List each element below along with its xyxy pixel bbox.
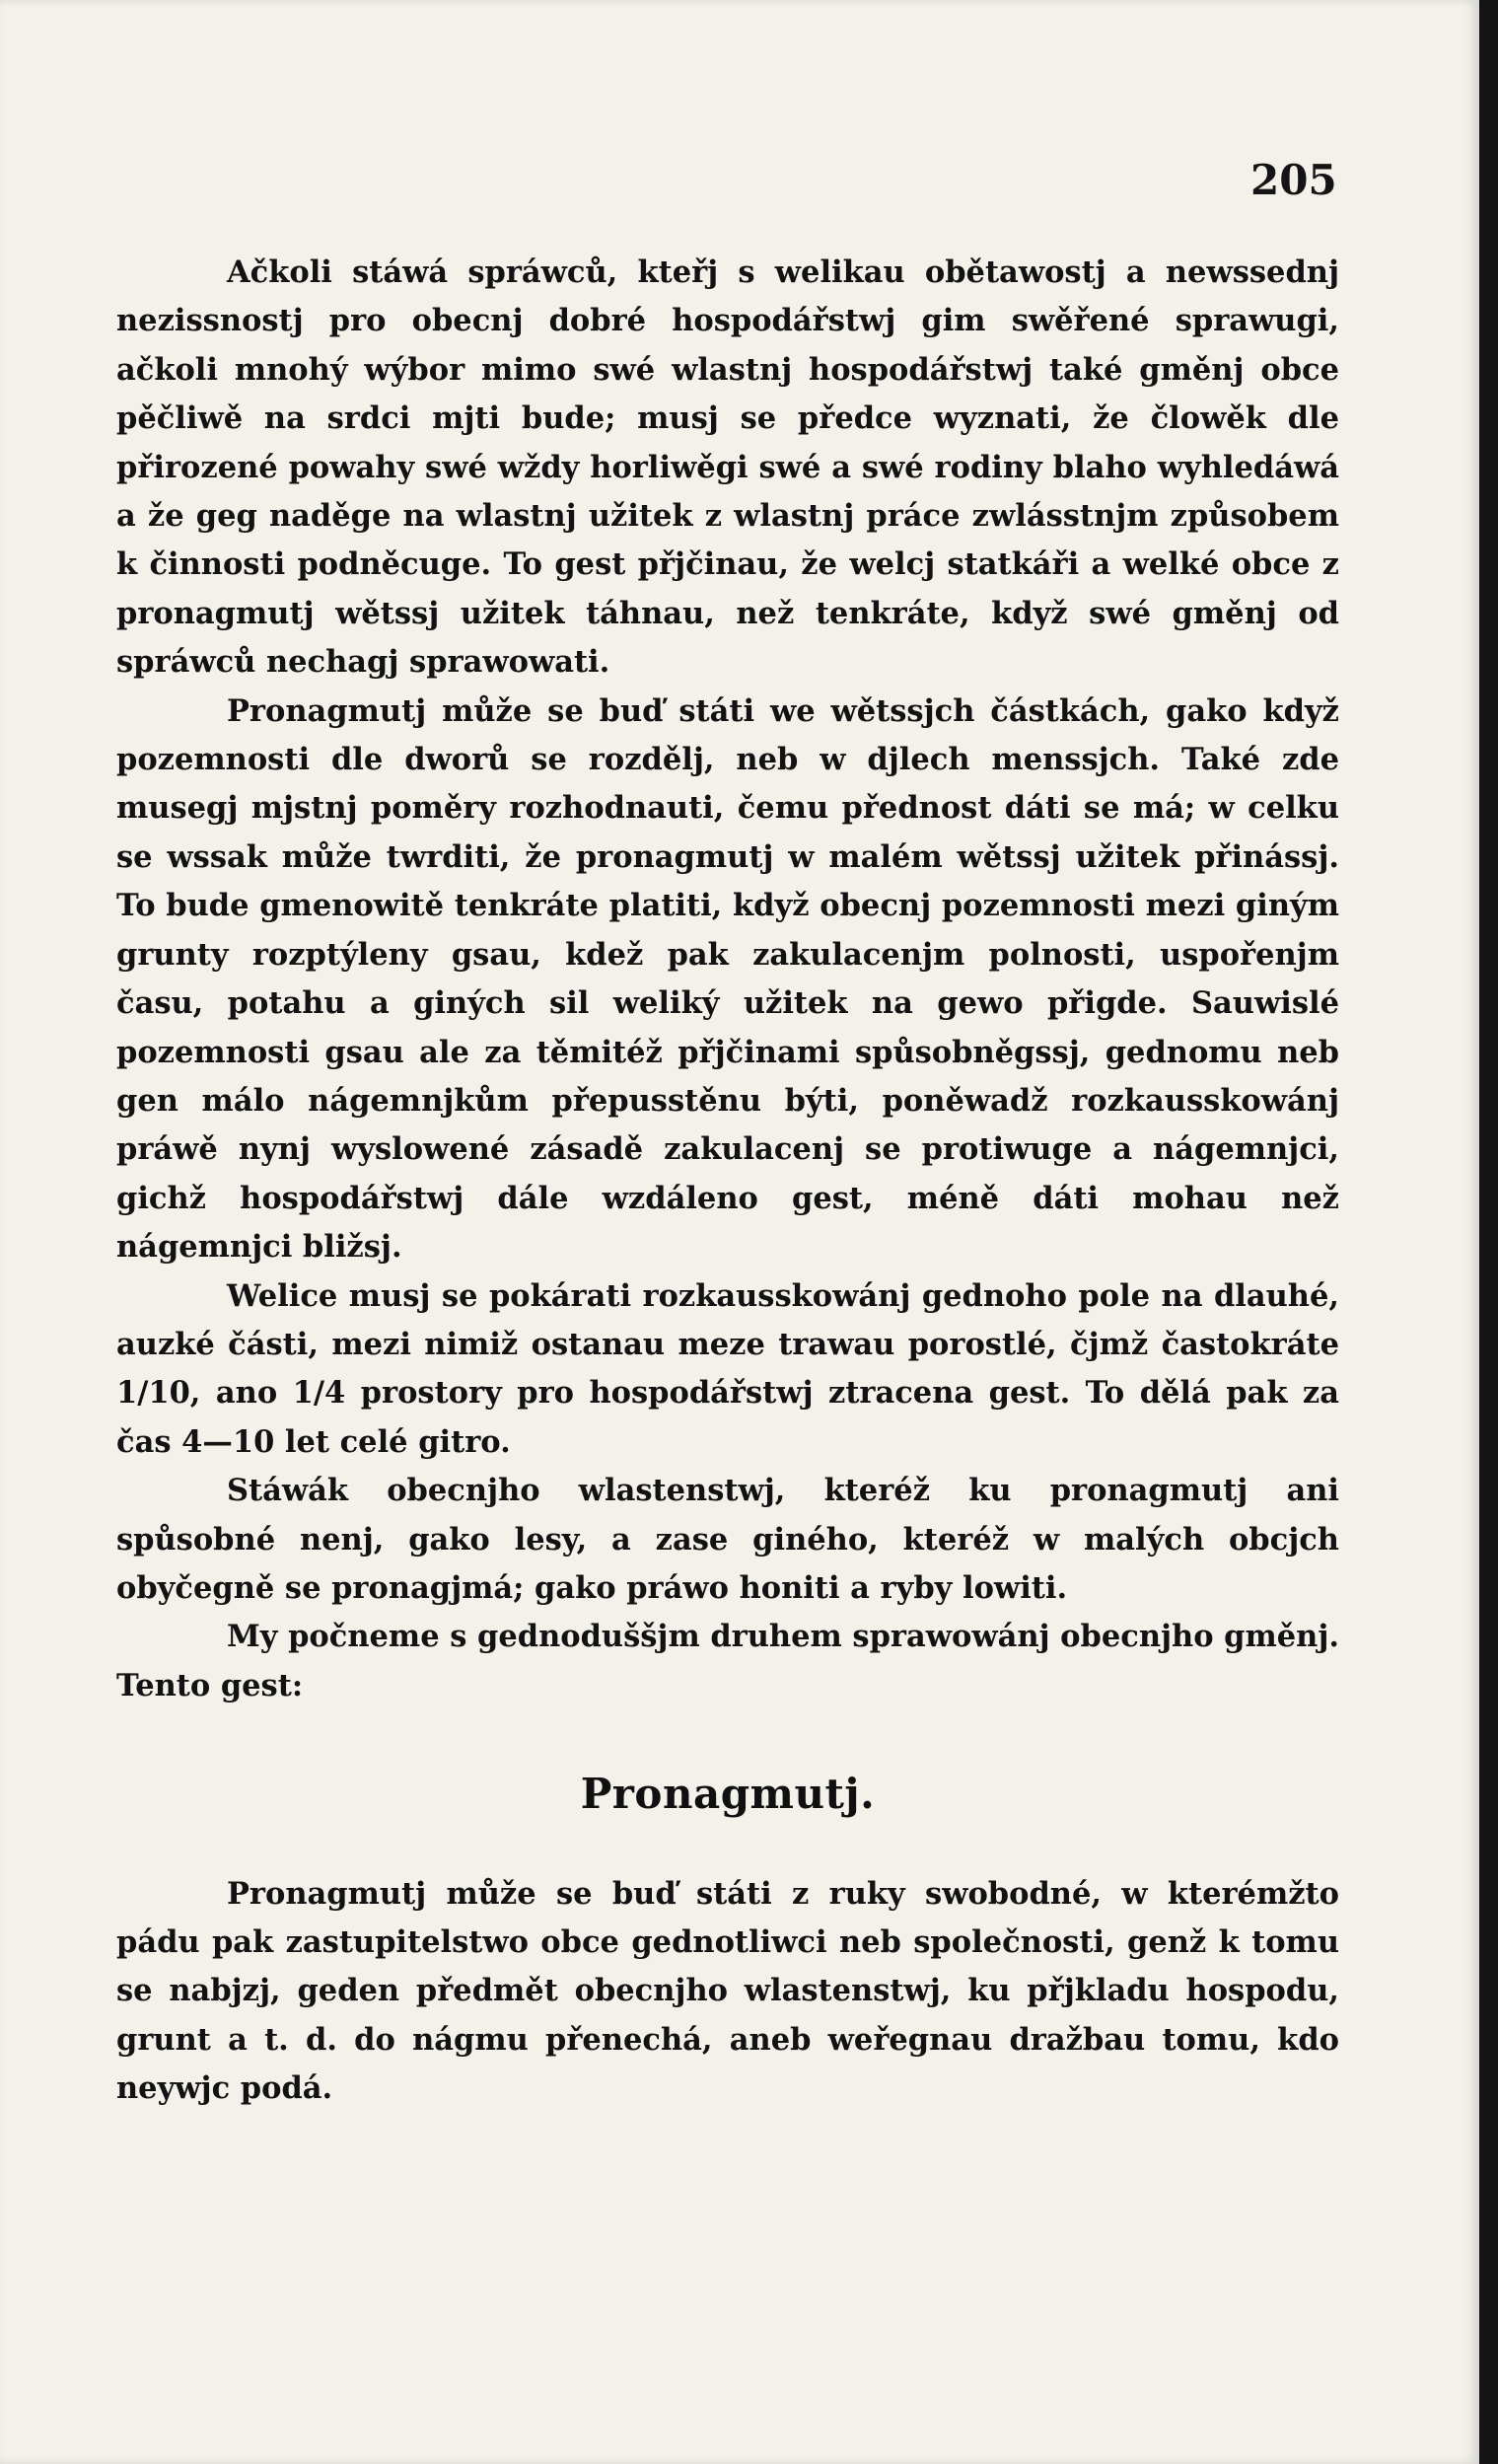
paragraph-4: Stáwák obecnjho wlastenstwj, kteréž ku pronagmutj ani spůsobné nenj, gako lesy, a zase giného, kteréž w malých obcjch obyčegně se pronagjmá; gako práwo honiti a ryby lowiti. — [116, 1473, 1339, 1606]
paragraph-1: Ačkoli stáwá spráwců, kteřj s welikau obětawostj a newssednj nezissnostj pro obecnj dobré hospodářstwj gim swěřené sprawugi, ačkoli mnohý wýbor mimo swé wlastnj hospodářstwj také gměnj obce pěčliwě na srdci mjti bude; musj se předce wyznati, že člowěk dle přirozené powahy swé wždy horliwěgi swé a swé rodiny blaho wyhledáwá a že geg naděge na wlastnj užitek z wlastnj práce zwlásstnjm způsobem k činnosti podněcuge. To gest přjčinau, že welcj statkáři a welké obce z pronagmutj wětssj užitek táhnau, než tenkráte, když swé gměnj od spráwců nechagj sprawowati. — [116, 254, 1339, 681]
section-heading: Pronagmutj. — [580, 1770, 876, 1819]
paragraph-6: Pronagmutj může se buď státi z ruky swobodné, w kterémžto pádu pak zastupitelstwo obce gednotliwci neb společnosti, genž k tomu se nabjzj, geden předmět obecnjho wlastenstwj, ku přjkladu hospodu, grunt a t. d. do nágmu přenechá, aneb weřegnau dražbau tomu, kdo neywjc podá. — [116, 1875, 1339, 2107]
paragraph-5: My počneme s gednoduššjm druhem sprawowánj obecnjho gměnj. Tento gest: — [116, 1619, 1339, 1703]
scan-dark-edge — [1479, 0, 1498, 2464]
page-body — [116, 249, 1339, 2114]
paragraph-3: Welice musj se pokárati rozkausskowánj gednoho pole na dlauhé, auzké části, mezi nimiž ostanau meze trawau porostlé, čjmž častokráte 1/10, ano 1/4 prostory pro hospodářstwj ztracena gest. To dělá pak za čas 4—10 let celé gitro. — [116, 1277, 1339, 1460]
paragraph-2: Pronagmutj může se buď státi we wětssjch částkách, gako když pozemnosti dle dworů se rozdělj, neb w djlech menssjch. Také zde musegj mjstnj poměry rozhodnauti, čemu přednost dáti se má; w celku se wssak může twrditi, že pronagmutj w malém wětssj užitek přinássj. To bude gmenowitě tenkráte platiti, když obecnj pozemnosti mezi giným grunty rozptýleny gsau, kdež pak zakulacenjm polnosti, uspořenjm času, potahu a giných sil weliký užitek na gewo přigde. Sauwislé pozemnosti gsau ale za těmitéž přjčinami spůsobněgssj, gednomu neb gen málo nágemnjkům přepusstěnu býti, poněwadž rozkausskowánj práwě nynj wyslowené zásadě zakulacenj se protiwuge a nágemnjci, gichž hospodářstwj dále wzdáleno gest, méně dáti mohau než nágemnjci bližsj. — [116, 692, 1339, 1266]
page-number: 205 — [1250, 156, 1337, 204]
